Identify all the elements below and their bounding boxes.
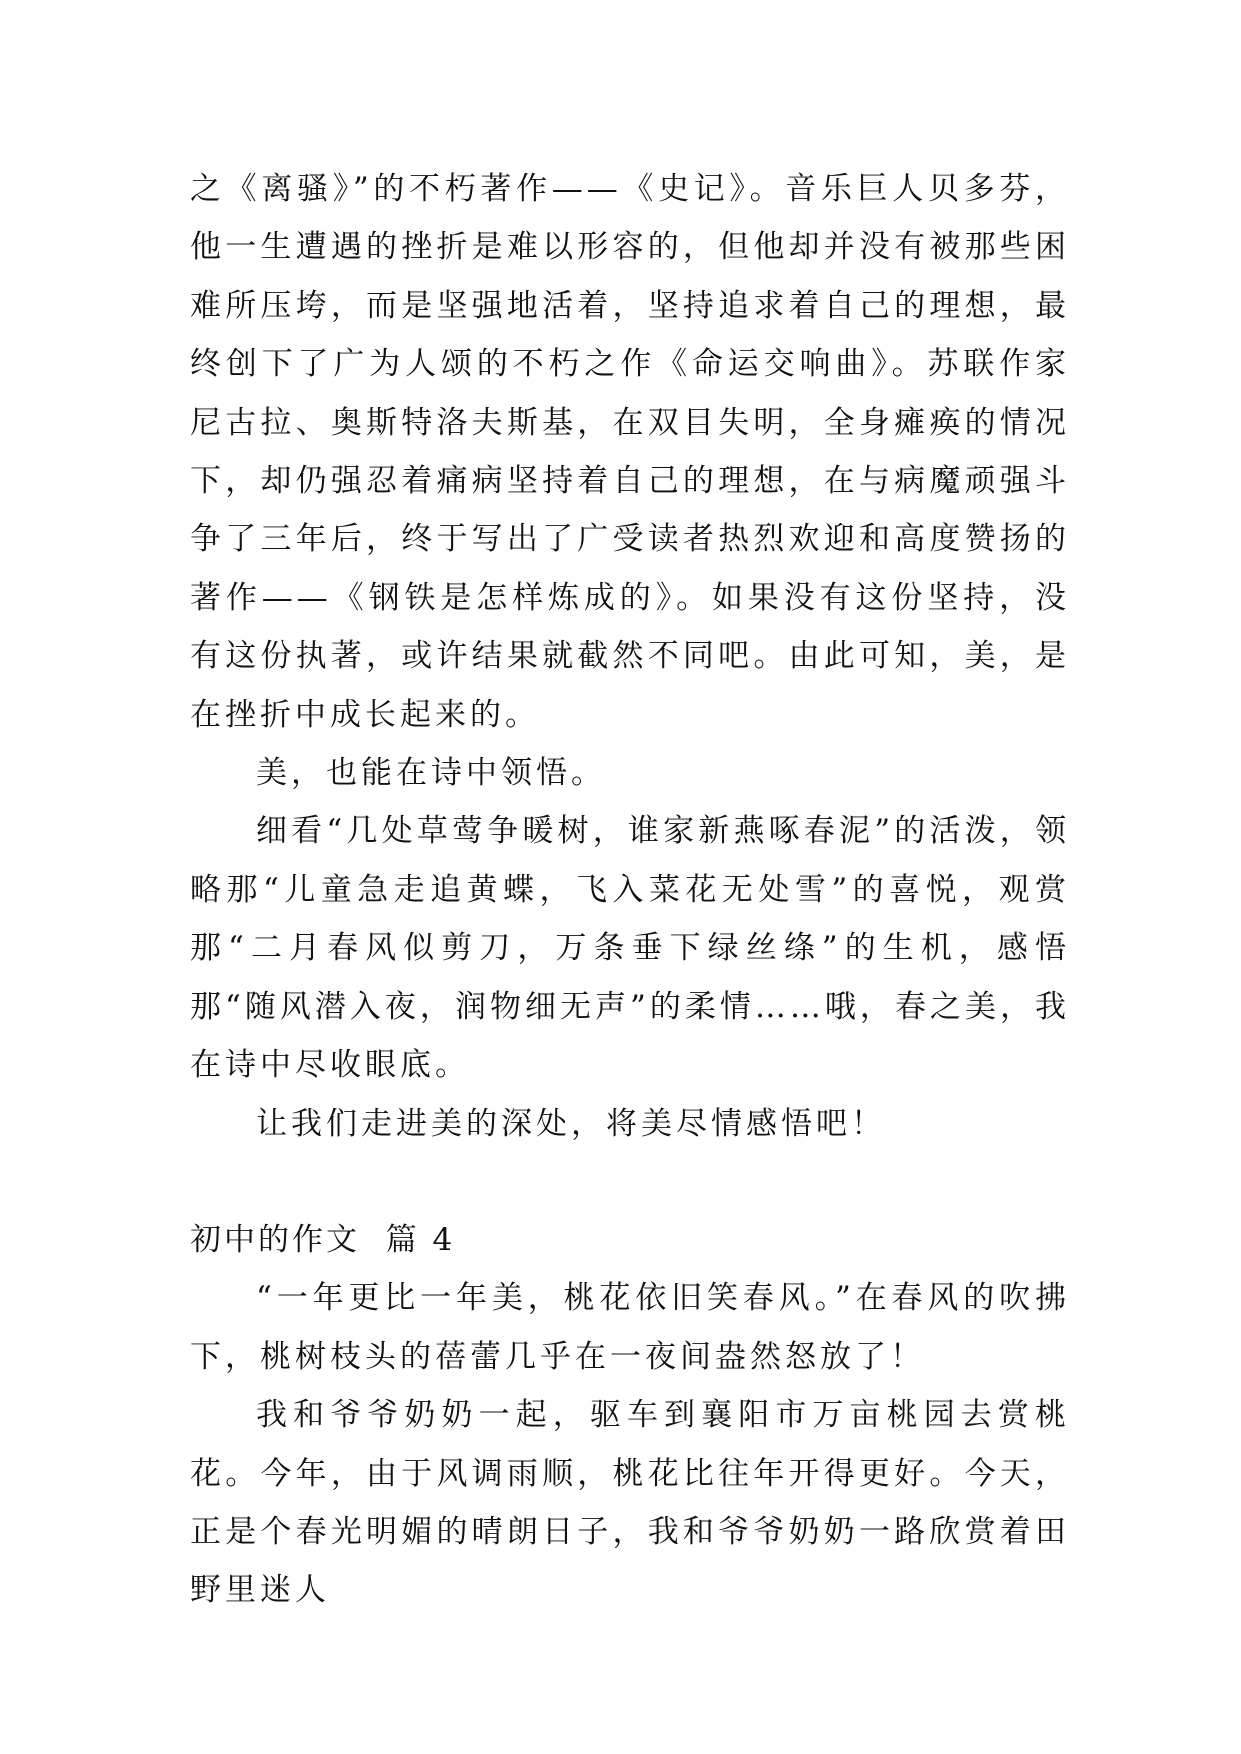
section-spacer — [190, 1153, 1070, 1211]
paragraph-closing: 让我们走进美的深处，将美尽情感悟吧！ — [256, 1105, 886, 1142]
paragraph-peach-quote: “一年更比一年美，桃花依旧笑春风。”在春风的吹拂下，桃树枝头的蓓蕾几乎在一夜间盎然怒放了！ — [190, 1280, 1070, 1375]
paragraph-continuation: 之《离骚》”的不朽著作——《史记》。音乐巨人贝多芬，他一生遭遇的挫折是难以形容的，但他却并没有被那些困难所压垮，而是坚强地活着，坚持追求着自己的理想，最终创下了广为人颂的不朽之作《命运交响曲》。苏联作家尼古拉、奥斯特洛夫斯基，在双目失明，全身瘫痪的情况下，却仍强忍着痛病坚持着自己的理想，在与病魔顽强斗争了三年后，终于写出了广受读者热烈欢迎和高度赞扬的著作——《钢铁是怎样炼成的》。如果没有这份坚持，没有这份执著，或许结果就截然不同吧。由此可知，美，是在挫折中成长起来的。 — [190, 171, 1070, 733]
paragraph-peach-trip: 我和爷爷奶奶一起，驱车到襄阳市万亩桃园去赏桃花。今年，由于风调雨顺，桃花比往年开得更好。今天，正是个春光明媚的晴朗日子，我和爷爷奶奶一路欣赏着田野里迷人 — [190, 1397, 1070, 1609]
document-body — [190, 160, 1070, 1620]
paragraph-poetry: 细看“几处草莺争暖树，谁家新燕啄春泥”的活泼，领略那“儿童急走追黄蝶，飞入菜花无处雪”的喜悦，观赏那“二月春风似剪刀，万条垂下绿丝绦”的生机，感悟那“随风潜入夜，润物细无声”的柔情……哦，春之美，我在诗中尽收眼底。 — [190, 813, 1070, 1084]
section-heading: 初中的作文 篇 4 — [190, 1221, 456, 1258]
paragraph-poetry-intro: 美，也能在诗中领悟。 — [256, 755, 606, 792]
